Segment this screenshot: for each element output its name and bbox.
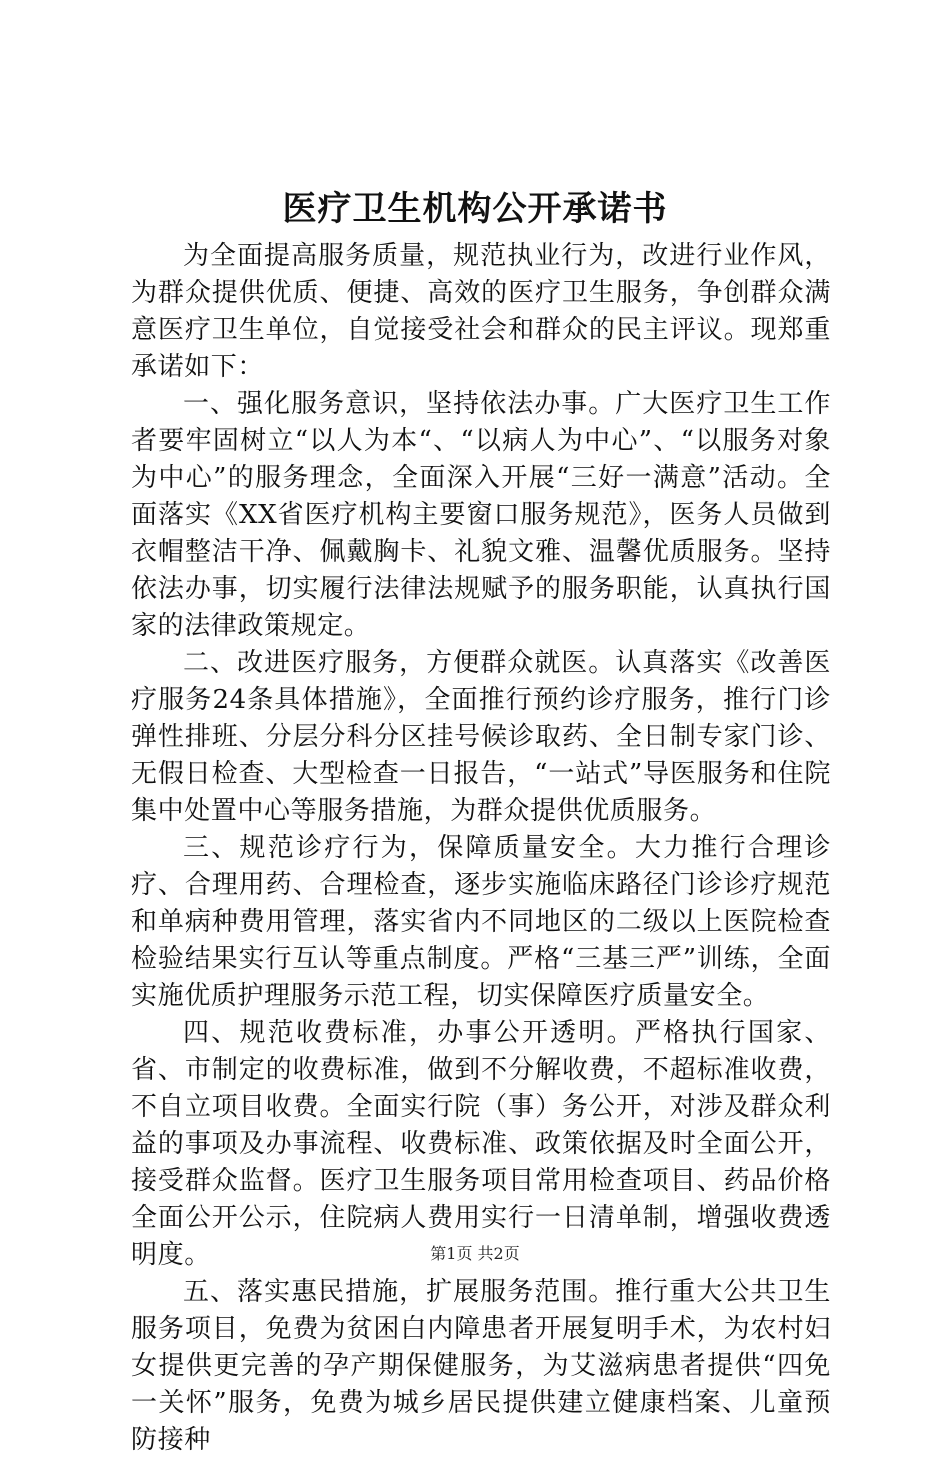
- document-title: 医疗卫生机构公开承诺书: [282, 189, 668, 229]
- paragraph-1: 一、强化服务意识，坚持依法办事。广大医疗卫生工作者要牢固树立“以人为本“、“以病人为中心”、“以服务对象为中心”的服务理念，全面深入开展“三好一满意”活动。全面落实《XX省医疗机构主要窗口服务规范》，医务人员做到衣帽整洁干净、佩戴胸卡、礼貌文雅、温馨优质服务。坚持依法办事，切实履行法律法规赋予的服务职能，认真执行国家的法律政策规定。: [131, 389, 831, 641]
- paragraph-intro: 为全面提高服务质量，规范执业行为，改进行业作风，为群众提供优质、便捷、高效的医疗卫生服务，争创群众满意医疗卫生单位，自觉接受社会和群众的民主评议。现郑重承诺如下：: [131, 241, 831, 382]
- paragraph-2: 二、改进医疗服务，方便群众就医。认真落实《改善医疗服务24条具体措施》，全面推行预约诊疗服务，推行门诊弹性排班、分层分科分区挂号候诊取药、全日制专家门诊、无假日检查、大型检查一日报告，“一站式”导医服务和住院集中处置中心等服务措施，为群众提供优质服务。: [131, 648, 831, 826]
- paragraph-5: 五、落实惠民措施，扩展服务范围。推行重大公共卫生服务项目，免费为贫困白内障患者开展复明手术，为农村妇女提供更完善的孕产期保健服务，为艾滋病患者提供“四免一关怀”服务，免费为城乡居民提供建立健康档案、儿童预防接种: [131, 1277, 831, 1455]
- page-footer: 第1页 共2页: [430, 1244, 520, 1263]
- paragraph-3: 三、规范诊疗行为，保障质量安全。大力推行合理诊疗、合理用药、合理检查，逐步实施临床路径门诊诊疗规范和单病种费用管理，落实省内不同地区的二级以上医院检查检验结果实行互认等重点制度。严格“三基三严”训练，全面实施优质护理服务示范工程，切实保障医疗质量安全。: [131, 833, 831, 1011]
- paragraph-4: 四、规范收费标准，办事公开透明。严格执行国家、省、市制定的收费标准，做到不分解收费，不超标准收费，不自立项目收费。全面实行院（事）务公开，对涉及群众利益的事项及办事流程、收费标准、政策依据及时全面公开，接受群众监督。医疗卫生服务项目常用检查项目、药品价格全面公开公示，住院病人费用实行一日清单制，增强收费透明度。: [131, 1018, 831, 1270]
- document-body: [131, 238, 831, 1459]
